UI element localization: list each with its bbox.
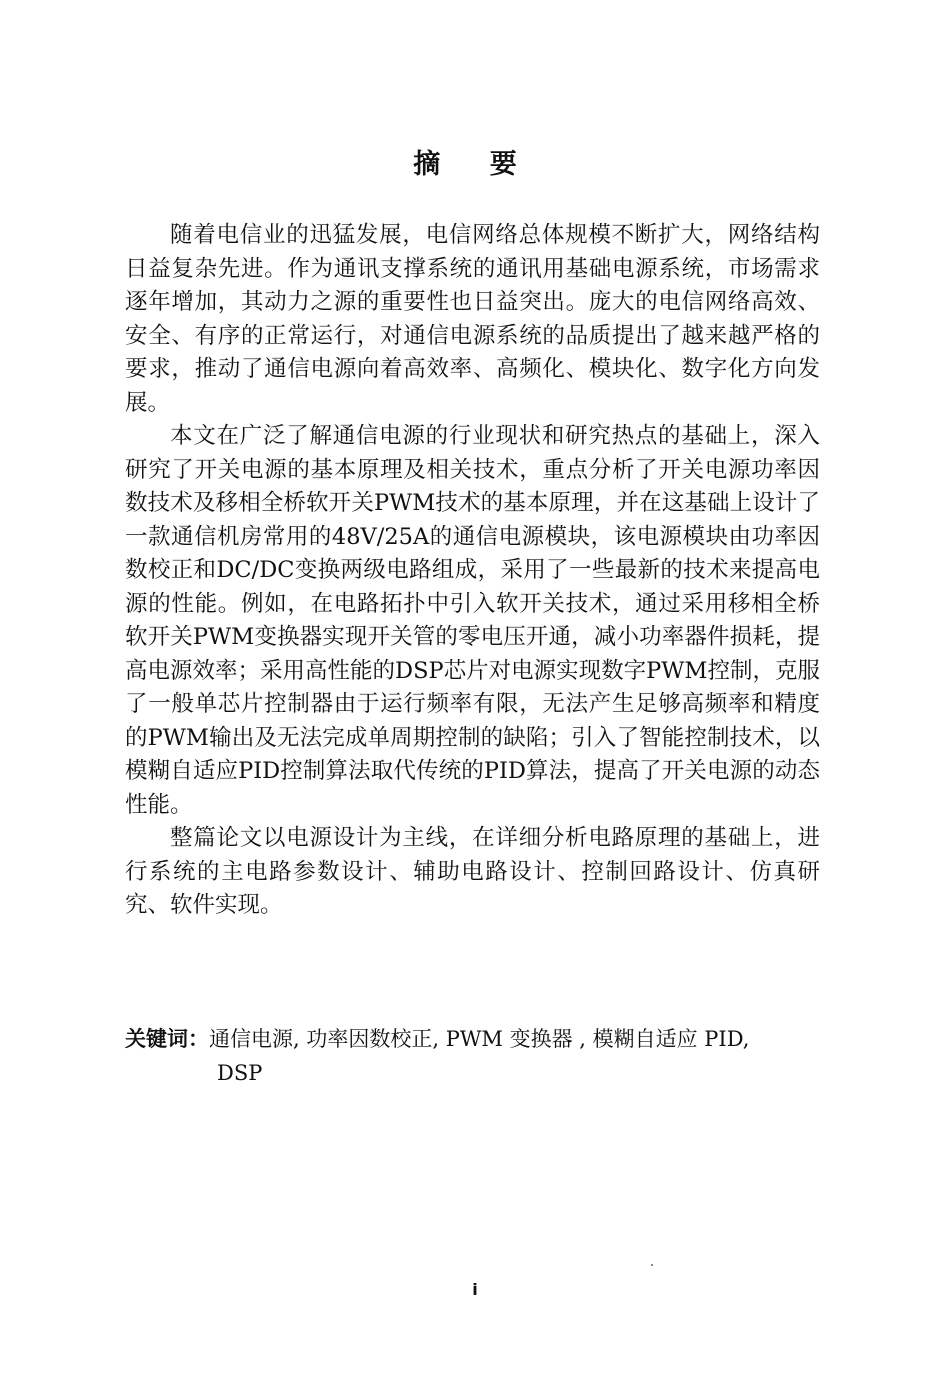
abstract-title: 摘 要 [413,149,537,180]
abstract-body [125,219,820,923]
keywords-block [125,1022,825,1090]
abstract-paragraph-2: 本文在广泛了解通信电源的行业现状和研究热点的基础上，深入研究了开关电源的基本原理及相关技术，重点分析了开关电源功率因数技术及移相全桥软开关PWM技术的基本原理，并在这基础上设计了一款通信机房常用的48V/25A的通信电源模块，该电源模块由功率因数校正和DC/DC变换两级电路组成，采用了一些最新的技术来提高电源的性能。例如，在电路拓扑中引入软开关技术，通过采用移相全桥软开关PWM变换器实现开关管的零电压开通，减小功率器件损耗，提高电源效率；采用高性能的DSP芯片对电源实现数字PWM控制，克服了一般单芯片控制器由于运行频率有限，无法产生足够高频率和精度的PWM输出及无法完成单周期控制的缺陷；引入了智能控制技术，以模糊自适应PID控制算法取代传统的PID算法，提高了开关电源的动态性能。 [125,423,820,818]
abstract-paragraph-1: 随着电信业的迅猛发展，电信网络总体规模不断扩大，网络结构日益复杂先进。作为通讯支撑系统的通讯用基础电源系统，市场需求逐年增加，其动力之源的重要性也日益突出。庞大的电信网络高效、安全、有序的正常运行，对通信电源系统的品质提出了越来越严格的要求，推动了通信电源向着高效率、高频化、模块化、数字化方向发展。 [125,222,820,416]
keywords-label: 关键词： [125,1027,209,1051]
scan-speck [651,1264,653,1266]
keywords-list: 通信电源, 功率因数校正, PWM 变换器 , 模糊自适应 PID, [209,1027,750,1051]
page-number: i [472,1280,478,1299]
abstract-paragraph-3: 整篇论文以电源设计为主线，在详细分析电路原理的基础上，进行系统的主电路参数设计、辅助电路设计、控制回路设计、仿真研究、软件实现。 [125,825,820,918]
keywords-list-continued: DSP [217,1061,263,1085]
